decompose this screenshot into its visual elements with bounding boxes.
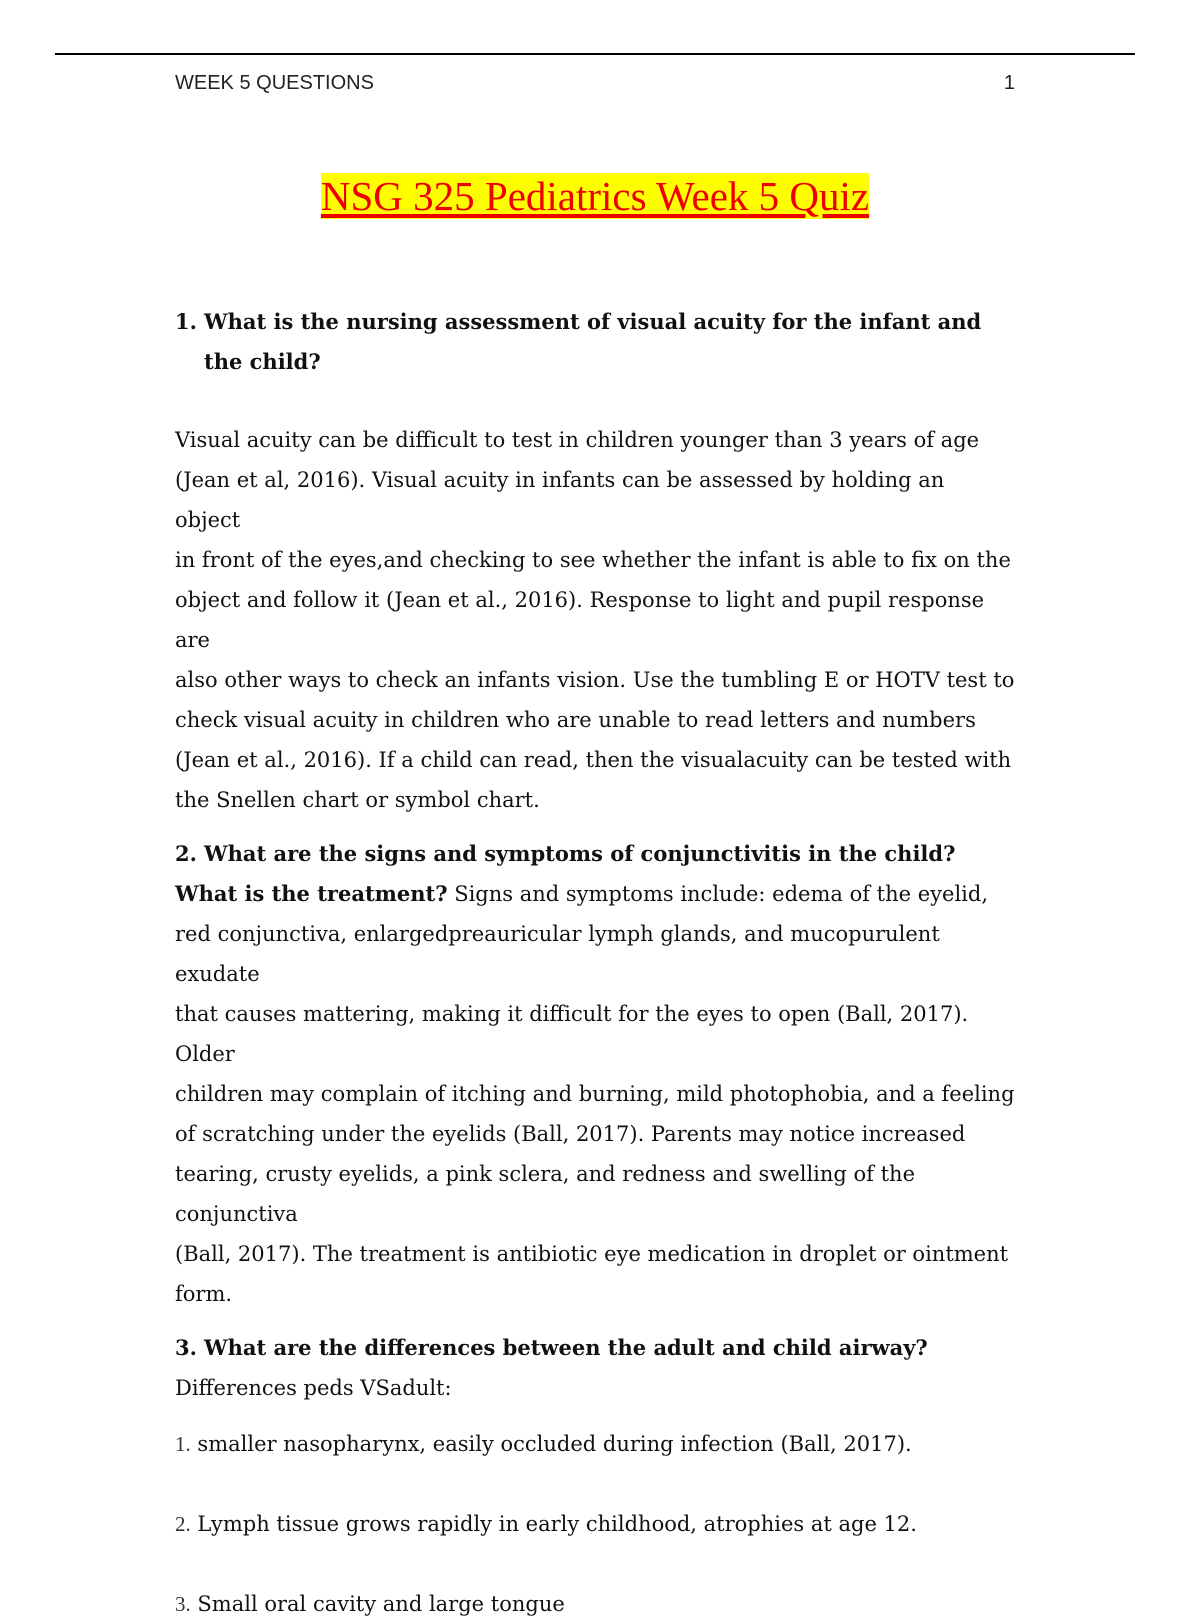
question-1-text: What is the nursing assessment of visual acuity for the infant and the child? (204, 309, 982, 374)
answer-2-line: tearing, crusty eyelids, a pink sclera, and redness and swelling of the conjunctiva (175, 1162, 916, 1226)
header-rule (55, 53, 1135, 55)
airway-item-number: 1. (175, 1432, 191, 1456)
airway-item-text: smaller nasopharynx, easily occluded during infection (Ball, 2017). (190, 1432, 912, 1456)
airway-item-number: 2. (175, 1512, 191, 1536)
airway-difference-item (175, 1584, 1015, 1624)
answer-1-line: Visual acuity can be difficult to test in children younger than 3 years of age (175, 428, 980, 452)
answer-2-line: of scratching under the eyelids (Ball, 2017). Parents may notice increased (175, 1122, 966, 1146)
answer-1-line: in front of the eyes,and checking to see whether the infant is able to fix on the (175, 548, 1011, 572)
question-1 (175, 302, 1015, 382)
answer-2-line: form. (175, 1282, 233, 1306)
running-head (175, 72, 1015, 95)
airway-item-text: Lymph tissue grows rapidly in early childhood, atrophies at age 12. (190, 1512, 917, 1536)
answer-3-intro: Differences peds VSadult: (175, 1376, 452, 1400)
answer-1 (175, 420, 1015, 820)
answer-2-first-line: Signs and symptoms include: edema of the eyelid, (447, 882, 989, 906)
document-body (175, 302, 1015, 1624)
answer-2-line: that causes mattering, making it difficult for the eyes to open (Ball, 2017). Older (175, 1002, 969, 1066)
airway-item-text: Small oral cavity and large tongue (190, 1592, 565, 1616)
document-title-text: NSG 325 Pediatrics Week 5 Quiz (320, 173, 870, 219)
answer-2-line: children may complain of itching and burning, mild photophobia, and a feeling (175, 1082, 1015, 1106)
question-2-number: 2. (175, 841, 197, 866)
answer-1-line: also other ways to check an infants vision. Use the tumbling E or HOTV test to (175, 668, 1015, 692)
answer-1-line: (Jean et al., 2016). If a child can read, then the visualacuity can be tested with (175, 748, 1012, 772)
answer-1-line: (Jean et al, 2016). Visual acuity in infants can be assessed by holding an object (175, 468, 945, 532)
document-title (0, 172, 1190, 220)
question-2-text-line-1: What are the signs and symptoms of conjunctivitis in the child? (204, 841, 956, 866)
airway-item-number: 3. (175, 1592, 191, 1616)
page-number: 1 (1003, 72, 1015, 94)
question-1-number: 1. (175, 309, 197, 334)
answer-1-line: the Snellen chart or symbol chart. (175, 788, 540, 812)
answer-1-line: object and follow it (Jean et al., 2016). Response to light and pupil response are (175, 588, 985, 652)
airway-difference-item (175, 1504, 1015, 1544)
question-3 (175, 1328, 1015, 1408)
question-2-text-line-2: What is the treatment? (175, 881, 448, 906)
airway-difference-item (175, 1424, 1015, 1464)
question-2 (175, 834, 1015, 1314)
answer-1-line: check visual acuity in children who are unable to read letters and numbers (175, 708, 976, 732)
question-3-number: 3. (175, 1335, 197, 1360)
answer-2-line: red conjunctiva, enlargedpreauricular lymph glands, and mucopurulent exudate (175, 922, 940, 986)
answer-2-line: (Ball, 2017). The treatment is antibiotic eye medication in droplet or ointment (175, 1242, 1009, 1266)
running-head-title: WEEK 5 QUESTIONS (175, 72, 374, 94)
question-3-text: What are the differences between the adult and child airway? (204, 1335, 928, 1360)
